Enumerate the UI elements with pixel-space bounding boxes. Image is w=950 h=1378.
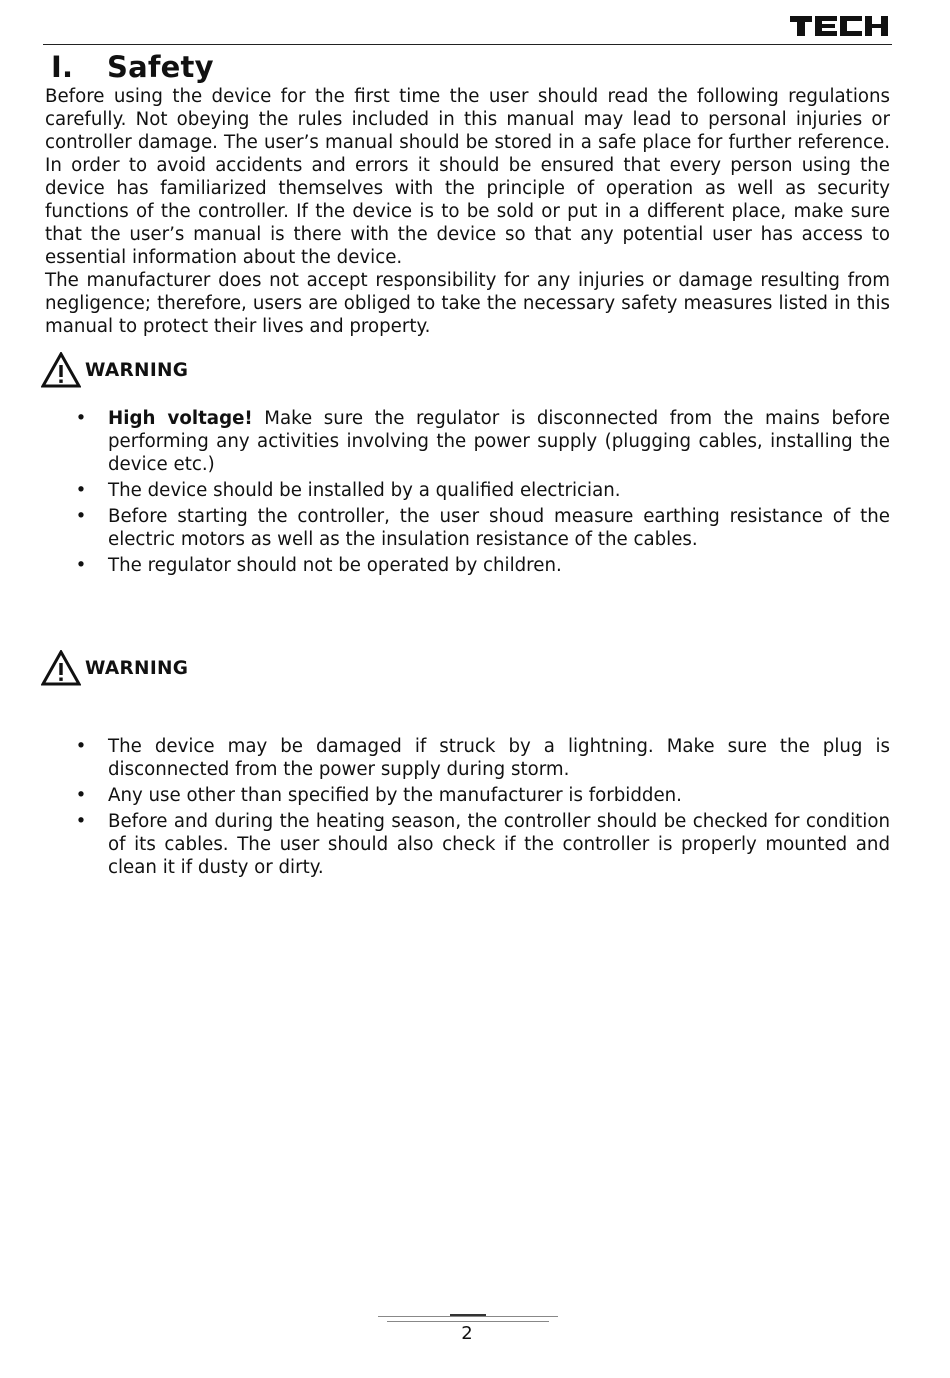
list-item-text: The device may be damaged if struck by a lightning. Make sure the plug is disconnected from the power supply during storm. [108,736,890,780]
list-item-text: Make sure the regulator is disconnected from the mains before performing any activities involving the power supply (plugging cables, installing the device etc.) [108,408,890,475]
list-item-text: The device should be installed by a qualified electrician. [108,480,621,501]
warning-label: WARNING [85,359,189,381]
footer-rule-accent [450,1314,486,1316]
header-divider [43,44,892,45]
list-item-text: Any use other than specified by the manufacturer is forbidden. [108,785,682,806]
bullet-icon: • [75,736,87,757]
list-item [74,407,890,476]
footer-rule-bottom [387,1321,549,1322]
bullet-icon: • [75,408,87,429]
list-item-text: The regulator should not be operated by children. [108,555,562,576]
warning-triangle-icon [41,352,81,388]
warning-heading-1 [41,350,188,390]
section-title [51,50,214,84]
warning-list-2 [74,735,890,882]
list-item [74,735,890,781]
tech-logo-icon [789,14,889,38]
section-number: I. [51,50,74,84]
list-item [74,505,890,551]
bullet-icon: • [75,811,87,832]
bullet-icon: • [75,555,87,576]
intro-paragraph-1: Before using the device for the first time the user should read the following regulations carefully. Not obeying the rules included in this manual may lead to personal injuries or controller damage. The user’s manual should be stored in a safe place for further reference. In order to avoid accidents and errors it should be ensured that every person using the device has familiarized themselves with the principle of operation as well as security functions of the controller. If the device is to be sold or put in a different place, make sure that the user’s manual is there with the device so that any potential user has access to essential information about the device. [45,86,890,268]
bullet-icon: • [75,785,87,806]
intro-paragraph-2: The manufacturer does not accept responsibility for any injuries or damage resulting from negligence; therefore, users are obliged to take the necessary safety measures listed in this manual to protect their lives and property. [45,270,890,337]
list-item-text: Before and during the heating season, the controller should be checked for condition of its cables. The user should also check if the controller is properly mounted and clean it if dusty or dirty. [108,811,890,878]
page-number: 2 [461,1323,473,1344]
bullet-icon: • [75,506,87,527]
list-item-text: Before starting the controller, the user shoud measure earthing resistance of the electric motors as well as the insulation resistance of the cables. [108,506,890,550]
warning-label: WARNING [85,657,189,679]
list-item [74,479,890,502]
list-item-bold: High voltage! [108,408,253,429]
warning-list-1 [74,407,890,580]
list-item [74,810,890,879]
footer-rule-top [378,1316,558,1317]
warning-triangle-icon [41,650,81,686]
warning-heading-2 [41,648,188,688]
list-item [74,784,890,807]
section-title-text: Safety [107,50,214,84]
tech-logo [789,14,889,38]
bullet-icon: • [75,480,87,501]
list-item [74,554,890,577]
